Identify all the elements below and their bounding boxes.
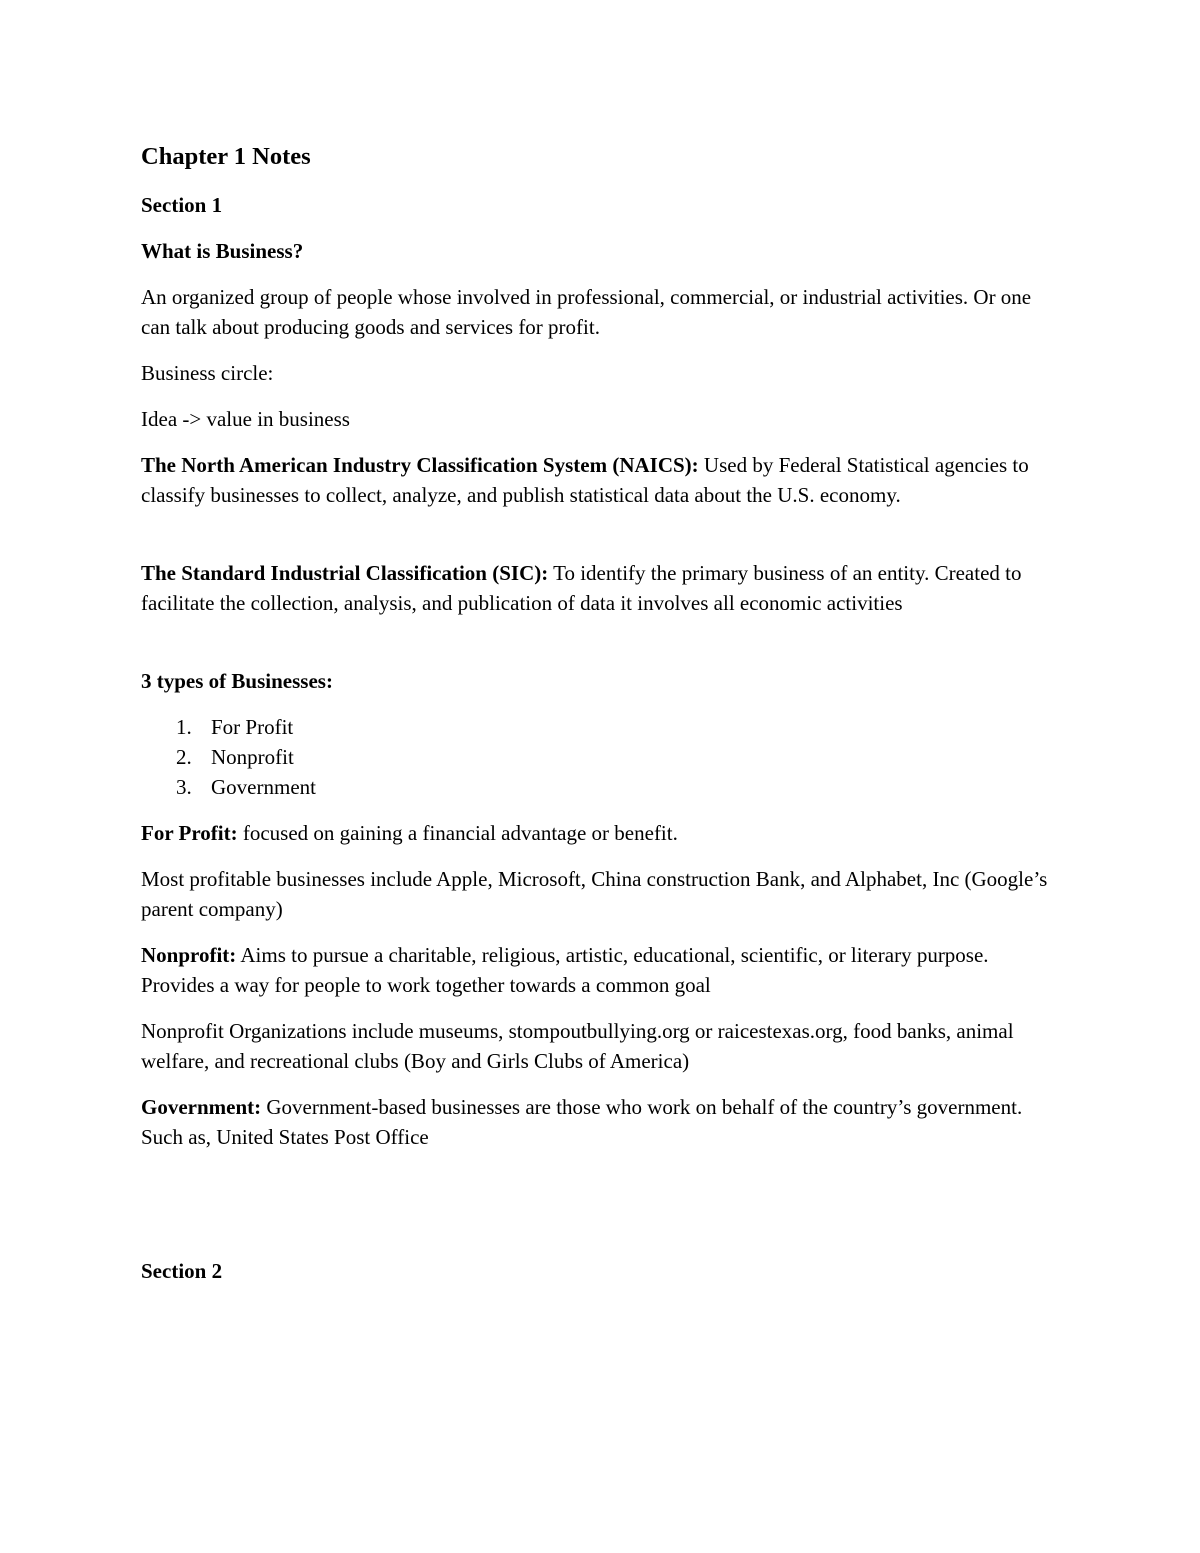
- business-types-list: [141, 712, 1061, 802]
- government-paragraph: [141, 1092, 1061, 1152]
- nonprofit-paragraph: [141, 940, 1061, 1000]
- nonprofit-term: Nonprofit:: [141, 943, 237, 967]
- list-number: 2.: [176, 745, 192, 769]
- for-profit-paragraph: [141, 818, 1061, 848]
- page-title: Chapter 1 Notes: [141, 143, 311, 170]
- section-1-heading: Section 1: [141, 193, 223, 217]
- for-profit-term: For Profit:: [141, 821, 238, 845]
- for-profit-examples: Most profitable businesses include Apple, Microsoft, China construction Bank, and Alphabet, Inc (Google’s parent company): [141, 867, 1048, 921]
- list-item-label: Government: [211, 775, 316, 799]
- naics-text: Used by Federal Statistical agencies to classify businesses to collect, analyze, and publish statistical data about the U.S. economy.: [141, 453, 1029, 507]
- naics-term: The North American Industry Classification System (NAICS):: [141, 453, 699, 477]
- document-body: [141, 140, 1061, 1302]
- what-is-business-heading: What is Business?: [141, 239, 304, 263]
- sic-paragraph: [141, 558, 1061, 618]
- section-2-heading: Section 2: [141, 1259, 223, 1283]
- naics-paragraph: [141, 450, 1061, 510]
- list-item: [176, 772, 1061, 802]
- sic-text: To identify the primary business of an entity. Created to facilitate the collection, analysis, and publication of data it involves all economic activities: [141, 561, 1022, 615]
- business-definition: An organized group of people whose involved in professional, commercial, or industrial activities. Or one can talk about producing goods and services for profit.: [141, 285, 1032, 339]
- list-number: 3.: [176, 775, 192, 799]
- sic-term: The Standard Industrial Classification (SIC):: [141, 561, 549, 585]
- for-profit-text: focused on gaining a financial advantage or benefit.: [237, 821, 678, 845]
- list-number: 1.: [176, 715, 192, 739]
- government-text: Government-based businesses are those who work on behalf of the country’s government. Such as, United States Post Office: [141, 1095, 1023, 1149]
- list-item-label: For Profit: [211, 715, 294, 739]
- idea-value-line: Idea -> value in business: [141, 407, 350, 431]
- types-heading: 3 types of Businesses:: [141, 669, 333, 693]
- list-item: [176, 742, 1061, 772]
- nonprofit-text: Aims to pursue a charitable, religious, artistic, educational, scientific, or literary purpose. Provides a way for people to work together towards a common goal: [141, 943, 989, 997]
- business-circle-label: Business circle:: [141, 361, 274, 385]
- government-term: Government:: [141, 1095, 262, 1119]
- list-item-label: Nonprofit: [211, 745, 294, 769]
- spacer: [141, 526, 1061, 558]
- list-item: [176, 712, 1061, 742]
- nonprofit-examples: Nonprofit Organizations include museums, stompoutbullying.org or raicestexas.org, food banks, animal welfare, and recreational clubs (Boy and Girls Clubs of America): [141, 1019, 1014, 1073]
- spacer: [141, 634, 1061, 666]
